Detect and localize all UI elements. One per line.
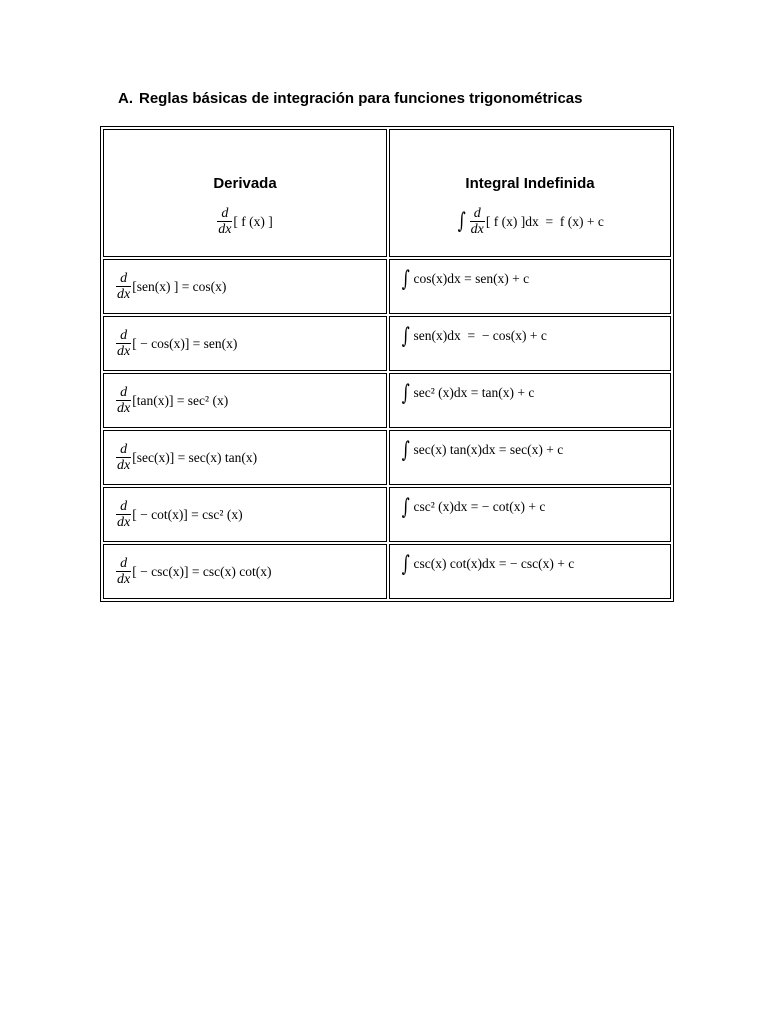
header-title-integral: Integral Indefinida [465, 175, 595, 192]
derivative-formula: [sen(x) ] = cos(x) [132, 278, 227, 294]
section-heading [118, 90, 582, 107]
derivative-formula: [ − csc(x)] = csc(x) cot(x) [132, 563, 272, 579]
derivative-expression: [ f (x) ] [233, 213, 273, 229]
table-row [103, 430, 671, 485]
integral-sign: ∫ [457, 208, 466, 234]
derivative-cell: $\frac{d}{dx}$ [ − cos(x)] = sen(x) [103, 316, 387, 371]
integral-cell [389, 373, 671, 428]
integral-sign: ∫ [401, 324, 410, 349]
integral-sign: ∫ [401, 552, 410, 577]
integral-formula: cos(x)dx = sen(x) + c [413, 271, 530, 286]
integral-sign: ∫ [401, 495, 410, 520]
derivative-formula: [sec(x)] = sec(x) tan(x) [132, 449, 258, 465]
integral-cell [389, 487, 671, 542]
derivative-formula: [tan(x)] = sec² (x) [132, 392, 229, 408]
integral-cell [389, 316, 671, 371]
table-row [103, 373, 671, 428]
integral-formula: csc² (x)dx = − cot(x) + c [413, 499, 546, 514]
table-row [103, 544, 671, 599]
integral-formula: sec(x) tan(x)dx = sec(x) + c [413, 442, 564, 457]
derivative-cell: $\frac{d}{dx}$ [ − csc(x)] = csc(x) cot(x) [103, 544, 387, 599]
table-header-row [103, 129, 671, 257]
derivative-cell: $\frac{d}{dx}$ [sen(x) ] = cos(x) [103, 259, 387, 314]
integration-rules-table [100, 126, 674, 602]
header-title-derivative: Derivada [213, 175, 277, 192]
header-cell-integral [389, 129, 671, 257]
derivative-fraction: $\frac{d}{dx}$ [218, 206, 232, 237]
integral-sign: ∫ [401, 267, 410, 292]
integral-sign: ∫ [401, 381, 410, 406]
integral-formula: sen(x)dx = − cos(x) + c [413, 328, 547, 343]
header-cell-derivative [103, 129, 387, 257]
integral-formula: sec² (x)dx = tan(x) + c [413, 385, 535, 400]
table-row [103, 316, 671, 371]
integral-fraction: $\frac{d}{dx}$ [470, 206, 484, 237]
integral-formula: csc(x) cot(x)dx = − csc(x) + c [413, 556, 575, 571]
derivative-cell: $\frac{d}{dx}$ [ − cot(x)] = csc² (x) [103, 487, 387, 542]
integral-expression: [ f (x) ]dx = f (x) + c [485, 213, 604, 229]
integral-sign: ∫ [401, 438, 410, 463]
header-formula-integral [456, 206, 604, 237]
derivative-formula: [ − cos(x)] = sen(x) [132, 335, 238, 351]
table-row [103, 259, 671, 314]
integral-cell [389, 430, 671, 485]
integral-cell [389, 259, 671, 314]
table-row [103, 487, 671, 542]
section-letter: A. [118, 90, 133, 107]
header-formula-derivative [217, 206, 273, 237]
section-title: Reglas básicas de integración para funciones trigonométricas [139, 90, 583, 107]
derivative-cell: $\frac{d}{dx}$ [tan(x)] = sec² (x) [103, 373, 387, 428]
derivative-formula: [ − cot(x)] = csc² (x) [132, 506, 243, 522]
derivative-cell: $\frac{d}{dx}$ [sec(x)] = sec(x) tan(x) [103, 430, 387, 485]
integral-cell [389, 544, 671, 599]
